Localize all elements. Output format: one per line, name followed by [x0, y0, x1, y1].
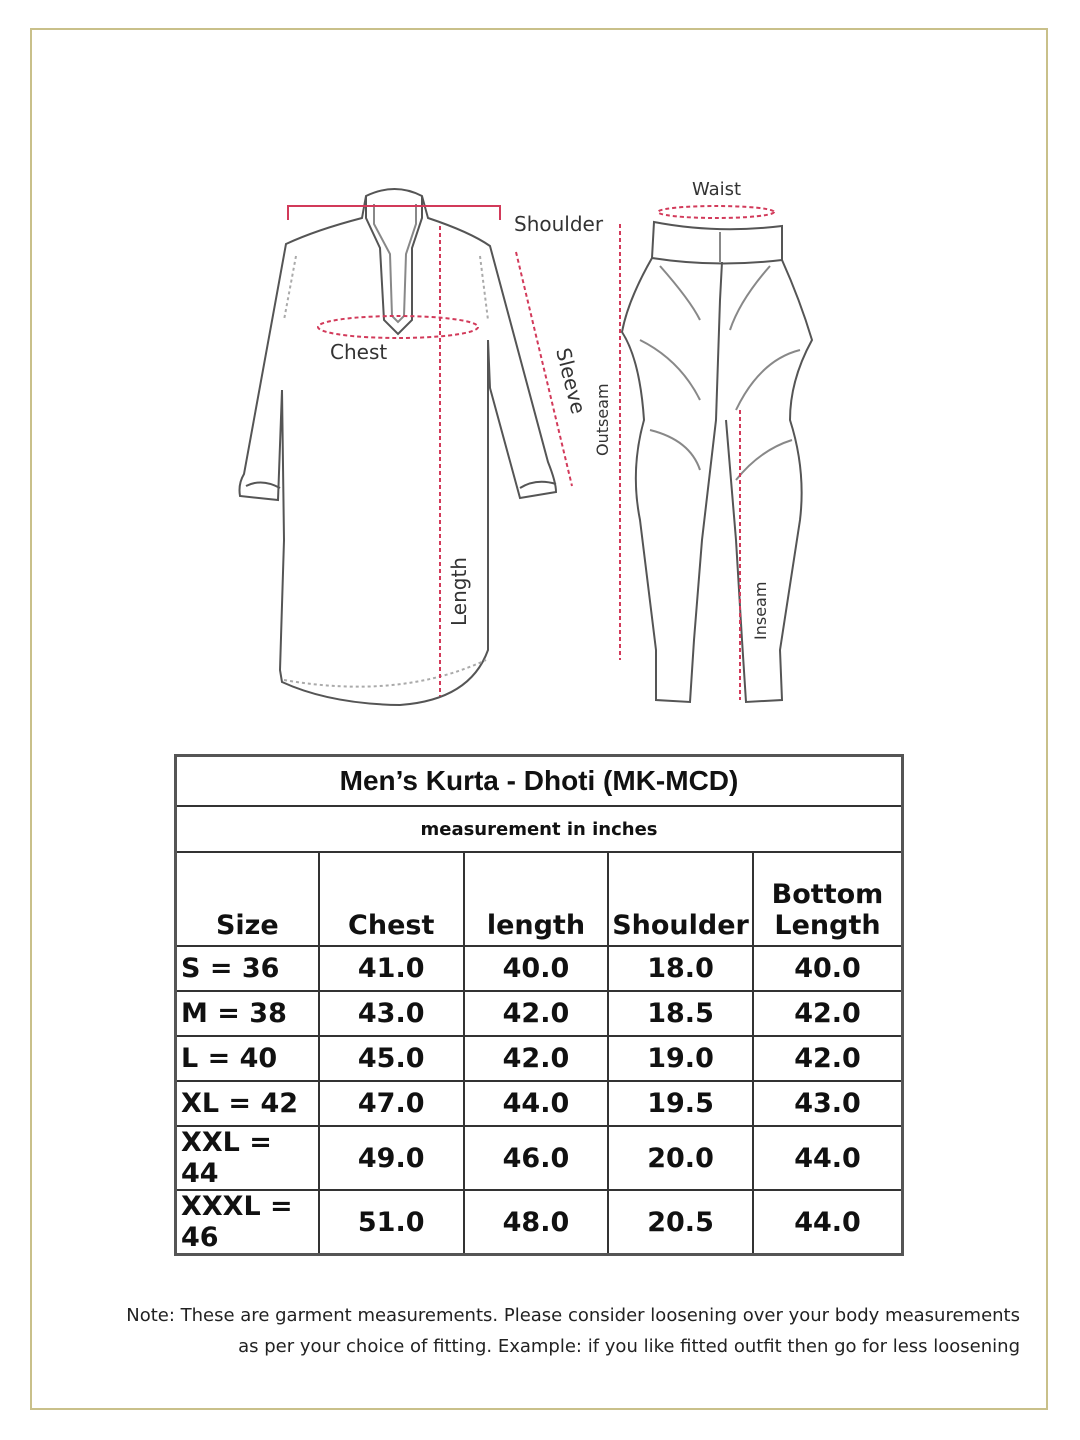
chest-cell: 45.0	[319, 1036, 464, 1081]
sleeve-label: Sleeve	[551, 345, 591, 417]
fitting-note	[50, 1300, 1020, 1362]
chest-cell: 49.0	[319, 1126, 464, 1190]
length-cell: 40.0	[464, 946, 608, 991]
dhoti-illustration	[622, 222, 812, 702]
size-cell: XL = 42	[176, 1081, 319, 1126]
length-label: Length	[447, 557, 471, 626]
kurta-illustration	[240, 189, 557, 705]
header-bottom: Bottom	[771, 879, 884, 910]
shoulder-cell: 18.0	[608, 946, 753, 991]
size-chart-table	[174, 754, 904, 1256]
size-cell: S = 36	[176, 946, 319, 991]
length-cell: 46.0	[464, 1126, 608, 1190]
bottom-length-cell: 40.0	[753, 946, 903, 991]
table-header-row	[176, 852, 903, 946]
bottom-length-cell: 42.0	[753, 1036, 903, 1081]
header-length: length	[464, 852, 608, 946]
header-shoulder: Shoulder	[608, 852, 753, 946]
length-cell: 42.0	[464, 991, 608, 1036]
table-row	[176, 1081, 903, 1126]
size-cell: XXXL = 46	[176, 1190, 319, 1255]
shoulder-cell: 18.5	[608, 991, 753, 1036]
inseam-label: Inseam	[751, 581, 770, 640]
length-cell: 48.0	[464, 1190, 608, 1255]
shoulder-cell: 19.0	[608, 1036, 753, 1081]
size-cell: L = 40	[176, 1036, 319, 1081]
header-bottom-length-word: Length	[774, 910, 881, 941]
measurement-unit: measurement in inches	[176, 806, 903, 852]
chest-label: Chest	[330, 340, 388, 364]
table-row	[176, 1036, 903, 1081]
table-row	[176, 991, 903, 1036]
chest-cell: 47.0	[319, 1081, 464, 1126]
header-size: Size	[176, 852, 319, 946]
table-row	[176, 946, 903, 991]
table-row	[176, 1126, 903, 1190]
shoulder-cell: 19.5	[608, 1081, 753, 1126]
bottom-length-cell: 44.0	[753, 1190, 903, 1255]
bottom-length-cell: 44.0	[753, 1126, 903, 1190]
header-chest: Chest	[319, 852, 464, 946]
chest-cell: 51.0	[319, 1190, 464, 1255]
chest-cell: 43.0	[319, 991, 464, 1036]
size-cell: XXL = 44	[176, 1126, 319, 1190]
bottom-length-cell: 43.0	[753, 1081, 903, 1126]
waist-label: Waist	[692, 179, 742, 200]
kurta-measure-lines	[288, 206, 572, 696]
table-row	[176, 1190, 903, 1255]
note-line-1: Note: These are garment measurements. Please consider loosening over your body measurements	[126, 1305, 1020, 1326]
note-line-2: as per your choice of fitting. Example: if you like fitted outfit then go for less loosening	[238, 1336, 1020, 1357]
chest-cell: 41.0	[319, 946, 464, 991]
shoulder-cell: 20.5	[608, 1190, 753, 1255]
bottom-length-cell: 42.0	[753, 991, 903, 1036]
length-cell: 44.0	[464, 1081, 608, 1126]
length-cell: 42.0	[464, 1036, 608, 1081]
size-cell: M = 38	[176, 991, 319, 1036]
outseam-label: Outseam	[593, 383, 612, 456]
shoulder-cell: 20.0	[608, 1126, 753, 1190]
shoulder-label: Shoulder	[514, 212, 604, 236]
table-title: Men’s Kurta - Dhoti (MK-MCD)	[176, 756, 903, 807]
header-bottom-length	[753, 852, 903, 946]
